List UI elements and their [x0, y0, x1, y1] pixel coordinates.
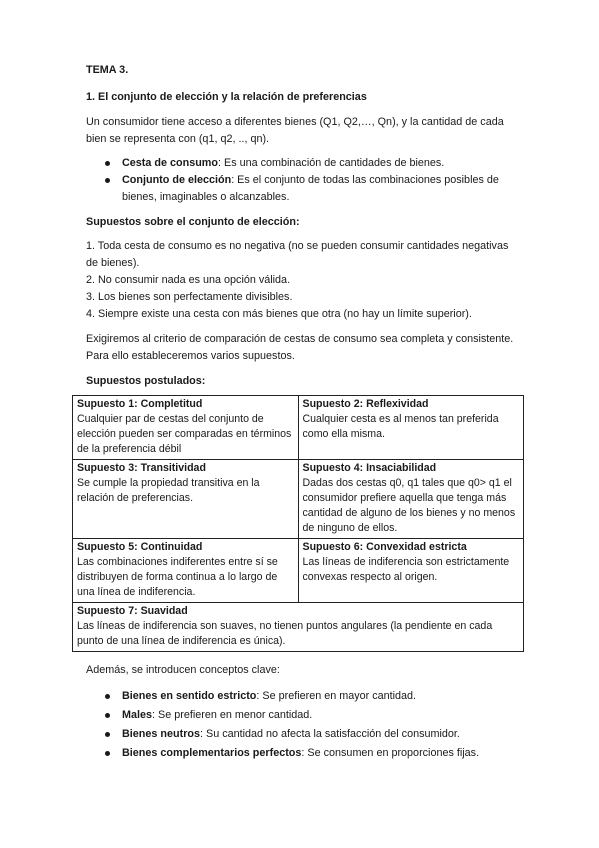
cell-title: Supuesto 6: Convexidad estricta [302, 541, 467, 553]
assumption-item: 1. Toda cesta de consumo es no negativa (no se pueden consumir cantidades negativas de bienes). [86, 240, 509, 269]
term: Bienes complementarios perfectos [122, 747, 302, 759]
assumption-item: 4. Siempre existe una cesta con más bienes que otra (no hay un límite superior). [86, 308, 472, 320]
list-item [86, 155, 516, 172]
section-heading: 1. El conjunto de elección y la relación de preferencias [86, 91, 367, 103]
cell-text: Cualquier par de cestas del conjunto de elección pueden ser comparadas en términos de la preferencia débil [77, 413, 292, 455]
term-description: : Se prefieren en menor cantidad. [152, 709, 313, 721]
list-item [86, 725, 516, 744]
term-description: : Es el conjunto de todas las combinaciones posibles de bienes, imaginables o alcanzables. [122, 174, 499, 203]
term: Bienes en sentido estricto [122, 690, 257, 702]
term: Conjunto de elección [122, 174, 232, 186]
table-cell [298, 539, 524, 603]
table-row [73, 603, 524, 652]
cell-text: Se cumple la propiedad transitiva en la relación de preferencias. [77, 477, 260, 504]
postulados-heading: Supuestos postulados: [86, 375, 206, 387]
supuestos-heading: Supuestos sobre el conjunto de elección: [86, 216, 300, 228]
term: Males [122, 709, 153, 721]
document-title: TEMA 3. [86, 64, 129, 76]
cell-title: Supuesto 3: Transitividad [77, 462, 206, 474]
term-description: : Se consumen en proporciones fijas. [301, 747, 480, 759]
postulados-table [72, 395, 524, 652]
list-item [86, 172, 516, 206]
table-cell [73, 603, 524, 652]
table-cell [298, 396, 524, 460]
cell-title: Supuesto 2: Reflexividad [302, 398, 429, 410]
assumption-item: 2. No consumir nada es una opción válida. [86, 274, 291, 286]
term-description: : Su cantidad no afecta la satisfacción del consumidor. [200, 728, 460, 740]
concepts-intro: Además, se introducen conceptos clave: [86, 664, 280, 676]
closing-paragraph: Exigiremos al criterio de comparación de cestas de consumo sea completa y consistente. Para ello estableceremos varios supuestos. [86, 333, 514, 362]
cell-title: Supuesto 4: Insaciabilidad [302, 462, 437, 474]
cell-title: Supuesto 5: Continuidad [77, 541, 203, 553]
cell-text: Cualquier cesta es al menos tan preferida como ella misma. [302, 413, 499, 440]
table-row [73, 460, 524, 539]
assumptions-list [86, 238, 516, 323]
cell-title: Supuesto 1: Completitud [77, 398, 203, 410]
table-row [73, 396, 524, 460]
cell-title: Supuesto 7: Suavidad [77, 605, 188, 617]
concepts-list [86, 687, 516, 763]
intro-paragraph: Un consumidor tiene acceso a diferentes bienes (Q1, Q2,…, Qn), y la cantidad de cada bien se representa con (q1, q2, .., qn). [86, 116, 504, 145]
table-cell [73, 460, 299, 539]
table-cell [298, 460, 524, 539]
term-description: : Se prefieren en mayor cantidad. [256, 690, 417, 702]
assumption-item: 3. Los bienes son perfectamente divisibles. [86, 291, 293, 303]
list-item [86, 744, 516, 763]
list-item [86, 706, 516, 725]
term: Bienes neutros [122, 728, 200, 740]
list-item [86, 687, 516, 706]
term: Cesta de consumo [122, 157, 218, 169]
table-cell [73, 396, 299, 460]
cell-text: Las líneas de indiferencia son estrictamente convexas respecto al origen. [302, 556, 510, 583]
table-cell [73, 539, 299, 603]
cell-text: Las combinaciones indiferentes entre sí se distribuyen de forma continua a lo largo de una línea de indiferencia. [77, 556, 278, 598]
document-page [77, 62, 516, 771]
term-description: : Es una combinación de cantidades de bienes. [218, 157, 445, 169]
definitions-list [86, 155, 516, 206]
cell-text: Las líneas de indiferencia son suaves, no tienen puntos angulares (la pendiente en cada punto de una línea de indiferencia es única). [77, 620, 493, 647]
cell-text: Dadas dos cestas q0, q1 tales que q0> q1 el consumidor prefiere aquella que tenga más cantidad de alguno de los bienes y no menos de ninguno de ellos. [302, 477, 516, 534]
table-row [73, 539, 524, 603]
